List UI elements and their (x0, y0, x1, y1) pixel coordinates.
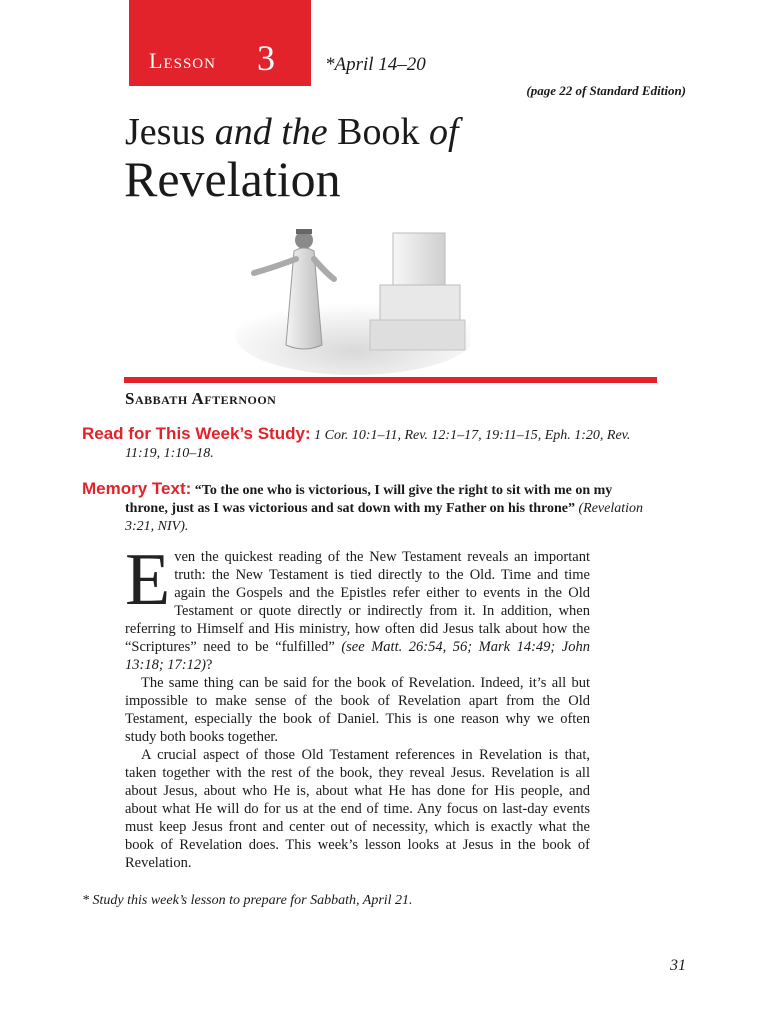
footnote: * Study this week’s lesson to prepare for Sabbath, April 21. (82, 893, 413, 908)
page-title-line1 (125, 110, 459, 154)
body-paragraph-1 (125, 539, 590, 674)
page-title-line2: Revelation (124, 151, 341, 207)
edition-reference: (page 22 of Standard Edition) (526, 83, 686, 98)
read-for-study (82, 425, 645, 463)
lesson-label: Lesson (149, 48, 216, 73)
body-paragraph-1-end: ? (205, 657, 213, 673)
lesson-date: *April 14–20 (325, 54, 426, 75)
drop-cap: E (125, 539, 171, 621)
lesson-body (125, 539, 590, 872)
section-heading: Sabbath Afternoon (125, 389, 277, 408)
body-paragraph-1-ref: (see Matt. 26:54, 56; Mark 14:49; John 13:18; 17:12) (125, 639, 590, 673)
title-word-3: Book (327, 111, 430, 153)
body-paragraph-2: The same thing can be said for the book of Revelation. Indeed, it’s all but impossible to make sense of the book of Revelation apart from the Old Testament, especially the book of Daniel. This is one reason why we often study both books together. (125, 675, 590, 745)
read-for-study-refs: 1 Cor. 10:1–11, Rev. 12:1–17, 19:11–15, Eph. 1:20, Rev. 11:19, 1:10–18. (125, 428, 631, 461)
body-paragraph-3: A crucial aspect of those Old Testament references in Revelation is that, taken together with the rest of the book, they reveal Jesus. Revelation is all about Jesus, about who He is, about what He has done for His people, and about what He will do for us at the end of time. Any focus on last-day events must keep Jesus front and center out of necessity, which is exactly what the book of Revelation does. This week’s lesson looks at Jesus in the book of Revelation. (125, 747, 590, 871)
read-for-study-label: Read for This Week’s Study: (82, 424, 311, 443)
memory-text (82, 480, 645, 536)
title-word-4: of (429, 111, 459, 153)
title-word-2: and the (214, 111, 328, 153)
body-paragraph-1-text: ven the quickest reading of the New Testament reveals an important truth: the New Testament is tied directly to the Old. Time and time again the Gospels and the Epistles refer either to events in the Old Testament or quote directly or indirectly from it. In addition, when referring to Himself and His ministry, how often did Jesus talk about how the “Scriptures” need to be “fulfilled” (125, 549, 590, 655)
memory-text-citation: (Revelation 3:21, NIV). (125, 501, 644, 534)
title-word-1: Jesus (125, 111, 215, 153)
memory-text-label: Memory Text: (82, 479, 192, 498)
page-number: 31 (670, 957, 686, 974)
lesson-number: 3 (257, 38, 275, 78)
section-divider (124, 377, 657, 383)
memory-text-quote: “To the one who is victorious, I will give the right to sit with me on my throne, just as I was victorious and sat down with my Father on his throne” (125, 483, 613, 516)
jesus-throne-illustration (230, 215, 470, 375)
lesson-banner (129, 0, 311, 86)
